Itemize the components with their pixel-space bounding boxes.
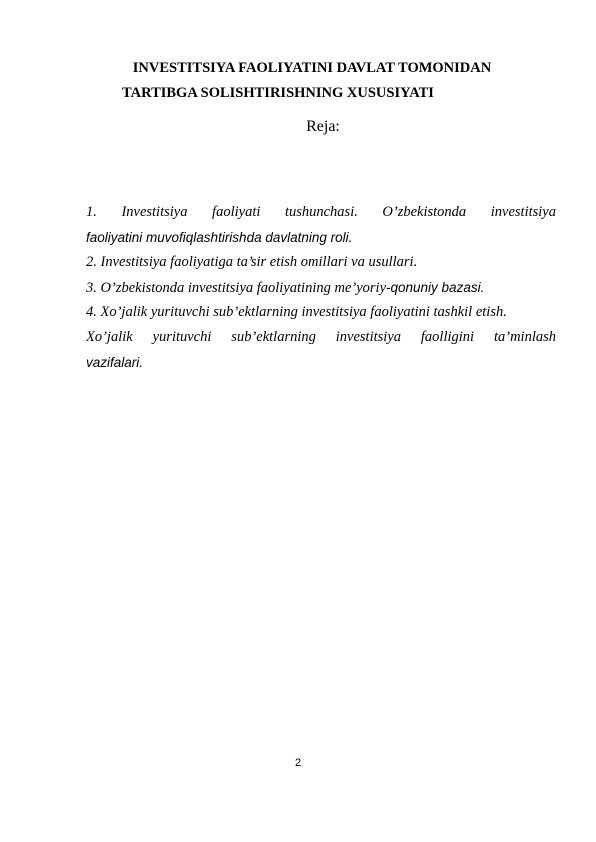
- word: sub’ektlarning: [231, 329, 316, 345]
- word: O’zbekistonda: [382, 204, 467, 220]
- plan-item-1-line-2: faoliyatini muvofiqlashtirishda davlatning roli.: [86, 230, 353, 245]
- document-title-line-2: TARTIBGA SOLISHTIRISHNING XUSUSIYATI: [122, 85, 434, 101]
- word: yurituvchi: [152, 329, 212, 345]
- plan-item-3-sans: -qonuniy bazasi.: [386, 280, 485, 295]
- plan-item-5-line-2: vazifalari.: [86, 355, 144, 370]
- word: faolligini: [420, 329, 475, 345]
- word: faoliyati: [212, 204, 261, 220]
- plan-item-5-line-1: [86, 325, 556, 350]
- plan-heading: Reja:: [306, 118, 340, 135]
- word: 1.: [86, 204, 97, 220]
- plan-list: [86, 200, 556, 375]
- page-number: 2: [294, 757, 302, 769]
- plan-item-3-serif: 3. O’zbekistonda investitsiya faoliyatining me’yoriy: [86, 280, 387, 296]
- word: investitsiya: [490, 204, 556, 220]
- word: Xo’jalik: [86, 329, 133, 345]
- plan-item-2: 2. Investitsiya faoliyatiga ta’sir etish omillari va usullari.: [86, 254, 418, 270]
- plan-item-3: [86, 275, 556, 300]
- document-title-line-1: INVESTITSIYA FAOLIYATINI DAVLAT TOMONIDAN: [132, 60, 492, 76]
- word: investitsiya: [335, 329, 402, 345]
- word: ta’minlash: [493, 329, 556, 345]
- word: Investitsiya: [121, 204, 188, 220]
- plan-item-1-line-1: [86, 200, 556, 225]
- word: tushunchasi.: [284, 204, 358, 220]
- plan-item-4: 4. Xo’jalik yurituvchi sub’ektlarning investitsiya faoliyatini tashkil etish.: [86, 304, 507, 320]
